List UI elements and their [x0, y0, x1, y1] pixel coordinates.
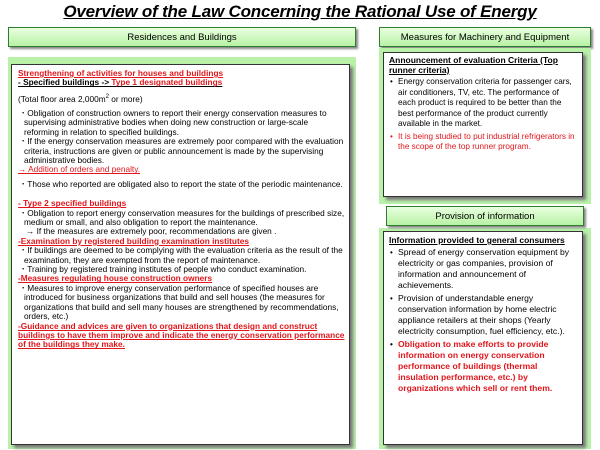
type1-line: [18, 78, 345, 87]
instructions-bullet: ・If the energy conservation measures are extremely poor compared with the evaluation criteria, instructions are given or public announcement is made by the supervising administrative bodies.: [19, 136, 344, 166]
tab-provision-of-information: Provision of information: [386, 206, 584, 226]
consumer-info-heading: Information provided to general consumers: [389, 235, 565, 245]
guidance-note: -Guidance and advices are given to organizations that design and construct buildings to have them improve and indicate the energy conservation performance of the buildings they make.: [18, 320, 345, 350]
retailer-info-item: • Provision of understandable energy conservation information by home electric appliance retailers at their shops (Yearly electricity consumption, fuel efficiency, etc.).: [389, 293, 578, 337]
arrow-right-icon: ->: [101, 77, 110, 88]
type1-prefix: - Specified buildings: [18, 77, 102, 88]
type2-recommendation: → If the measures are extremely poor, recommendations are given .: [26, 226, 277, 237]
type1-label: Type 1 designated buildings: [109, 77, 223, 88]
residences-card: [11, 64, 350, 445]
criteria-item: • Energy conservation criteria for passenger cars, air conditioners, TV, etc. The performance of each product is required to be better than the best performance of the product currently available in the market.: [389, 77, 578, 130]
type2-bullet: ・Obligation to report energy conservation measures for the buildings of prescribed size, medium or small, and also obligation to report the maintenance.: [19, 207, 345, 228]
page-title: Overview of the Law Concerning the Rational Use of Energy: [63, 2, 537, 21]
spread-item: • Spread of energy conservation equipment by electricity or gas companies, provision of information and announcement of achievements.: [389, 247, 578, 291]
examination-bullet-2: ・Training by registered training institutes of people who conduct examination.: [19, 264, 307, 275]
examination-heading: -Examination by registered building examination institutes: [18, 235, 249, 246]
owners-bullet: ・Measures to improve energy conservation performance of specified houses are introduced for business organizations that build and sell houses (the measures for organizations that build and sell many houses are strengthened by recommendations, orders, etc.): [19, 282, 339, 322]
building-performance-item: • Obligation to make efforts to provide information on energy conservation performance of buildings (thermal insulation performance, etc.) by organizations which sell or rent them.: [389, 339, 578, 394]
owners-heading: -Measures regulating house construction owners: [18, 273, 213, 284]
machinery-card: [383, 52, 583, 197]
provision-card: [383, 231, 583, 445]
obligation-bullet: ・Obligation of construction owners to report their energy conservation measures to supervising administrative bodies when doing new construction or large-scale reforming in relation to specified buildings.: [19, 107, 327, 137]
tab-residences-and-buildings: Residences and Buildings: [8, 27, 356, 47]
strengthening-heading: Strengthening of activities for houses and buildings: [18, 68, 224, 78]
maintenance-bullet: ・Those who reported are obligated also to report the state of the periodic maintenance.: [19, 178, 343, 189]
floor-area-note: (Total floor area $2,000m^2$ or more): [18, 93, 143, 104]
tab-measures-for-machinery: Measures for Machinery and Equipment: [379, 27, 591, 47]
type2-heading: - Type 2 specified buildings: [18, 198, 127, 209]
examination-bullet-1: ・If buildings are deemed to be complying with the evaluation criteria as the result of the examination, they are exempted from the report of maintenance.: [19, 245, 343, 265]
refrigerator-item: • It is being studied to put industrial refrigerators in the scope of the top runner program.: [389, 132, 578, 153]
evaluation-criteria-heading: Announcement of evaluation Criteria (Top runner criteria): [389, 55, 558, 75]
addition-note: → Addition of orders and penalty.: [18, 164, 141, 175]
